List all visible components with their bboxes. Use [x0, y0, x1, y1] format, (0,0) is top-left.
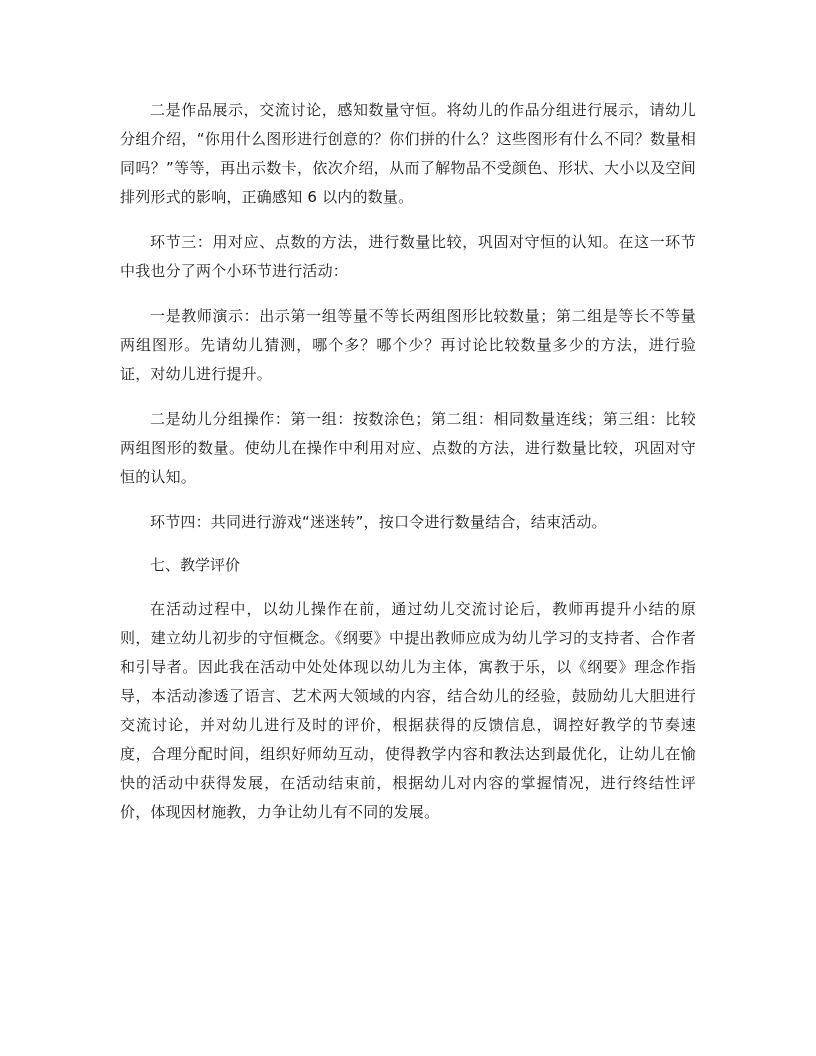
paragraph-teacher-demo: 一是教师演示：出示第一组等量不等长两组图形比较数量；第二组是等长不等量两组图形。先请幼儿猜测，哪个多？哪个少？再讨论比较数量多少的方法，进行验证，对幼儿进行提升。	[120, 307, 696, 383]
paragraph-stage-three: 环节三：用对应、点数的方法，进行数量比较，巩固对守恒的认知。在这一环节中我也分了两个小环节进行活动：	[120, 233, 696, 280]
section-heading-evaluation: 七、教学评价	[150, 556, 241, 574]
paragraph-work-display: 二是作品展示，交流讨论，感知数量守恒。将幼儿的作品分组进行展示，请幼儿分组介绍，“你用什么图形进行创意的？你们拼的什么？这些图形有什么不同？数量相同吗？”等等，再出示数卡，依次介绍，从而了解物品不受颜色、形状、大小以及空间排列形式的影响，正确感知 6 以内的数量。	[120, 101, 696, 206]
paragraph-stage-four: 环节四：共同进行游戏“迷迷转”，按口令进行数量结合，结束活动。	[150, 513, 607, 531]
paragraph-evaluation: 在活动过程中，以幼儿操作在前，通过幼儿交流讨论后，教师再提升小结的原则，建立幼儿初步的守恒概念。《纲要》中提出教师应成为幼儿学习的支持者、合作者和引导者。因此我在活动中处处体现以幼儿为主体，寓教于乐，以《纲要》理念作指导，本活动渗透了语言、艺术两大领域的内容，结合幼儿的经验，鼓励幼儿大胆进行交流讨论，并对幼儿进行及时的评价，根据获得的反馈信息，调控好教学的节奏速度，合理分配时间，组织好师幼互动，使得教学内容和教法达到最优化，让幼儿在愉快的活动中获得发展，在活动结束前，根据幼儿对内容的掌握情况，进行终结性评价，体现因材施教，力争让幼儿有不同的发展。	[120, 600, 696, 821]
paragraph-group-operation: 二是幼儿分组操作：第一组：按数涂色；第二组：相同数量连线；第三组：比较两组图形的数量。使幼儿在操作中利用对应、点数的方法，进行数量比较，巩固对守恒的认知。	[120, 410, 696, 486]
document-body	[120, 96, 696, 843]
